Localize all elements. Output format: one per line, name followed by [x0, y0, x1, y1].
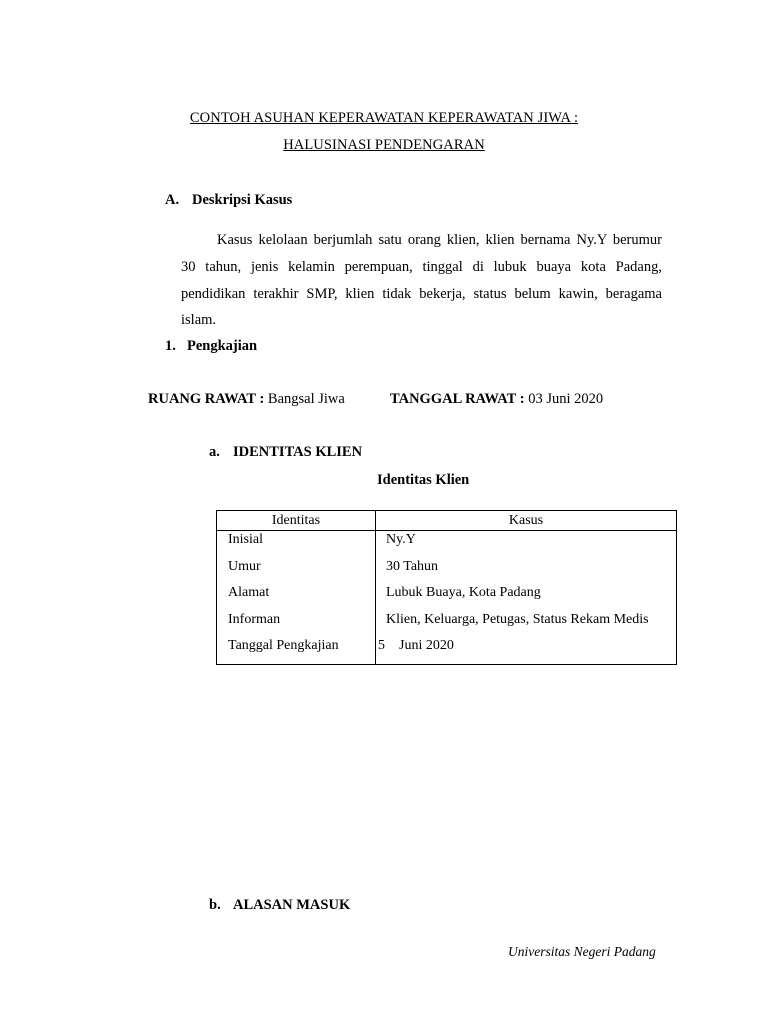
tanggal-rawat-line	[390, 391, 603, 408]
section-a-marker: A.	[165, 192, 180, 208]
paragraph-line: Kasus kelolaan berjumlah satu orang klien, klien bernama Ny.Y berumur	[217, 232, 662, 248]
paragraph-line: islam.	[181, 312, 217, 328]
subsection-a-title: IDENTITAS KLIEN	[233, 444, 363, 460]
table-cell-label: Umur	[217, 558, 376, 585]
document-title-line-1: CONTOH ASUHAN KEPERAWATAN KEPERAWATAN JIWA :	[189, 110, 579, 126]
identity-table	[216, 510, 677, 665]
section-a-title: Deskripsi Kasus	[192, 192, 293, 208]
tanggal-rawat-value: 03 Juni 2020	[528, 391, 604, 407]
table-cell-value: Ny.Y	[376, 531, 677, 558]
paragraph-line: 30 tahun, jenis kelamin perempuan, tinggal di lubuk buaya kota Padang,	[181, 259, 662, 275]
table-cell-value: Lubuk Buaya, Kota Padang	[376, 584, 677, 611]
table-caption: Identitas Klien	[377, 472, 470, 488]
subsection-b-title: ALASAN MASUK	[233, 897, 351, 913]
ruang-rawat-label: RUANG RAWAT :	[148, 391, 265, 407]
paragraph-line: pendidikan terakhir SMP, klien tidak bekerja, status belum kawin, beragama	[181, 286, 662, 302]
table-header-identitas: Identitas	[217, 511, 376, 531]
section-1-marker: 1.	[165, 338, 176, 354]
table-cell-value: 30 Tahun	[376, 558, 677, 585]
table-row	[217, 611, 677, 638]
table-cell-label: Inisial	[217, 531, 376, 558]
table-row	[217, 637, 677, 665]
table-header-row	[217, 511, 677, 531]
section-1-title: Pengkajian	[187, 338, 258, 354]
table-cell-label: Alamat	[217, 584, 376, 611]
table-cell-value: Klien, Keluarga, Petugas, Status Rekam Medis	[376, 611, 677, 638]
table-row	[217, 531, 677, 558]
table-row	[217, 558, 677, 585]
table-cell-label: Tanggal Pengkajian	[217, 637, 376, 665]
subsection-a-marker: a.	[209, 444, 220, 460]
ruang-rawat-line	[148, 391, 345, 408]
tanggal-rawat-label: TANGGAL RAWAT :	[390, 391, 525, 407]
ruang-rawat-value: Bangsal Jiwa	[267, 391, 345, 407]
table-cell-label: Informan	[217, 611, 376, 638]
table-row	[217, 584, 677, 611]
page-footer: Universitas Negeri Padang	[508, 944, 656, 959]
table-header-kasus: Kasus	[376, 511, 677, 531]
table-cell-value: 5 Juni 2020	[376, 637, 677, 665]
document-title-line-2: HALUSINASI PENDENGARAN	[283, 137, 485, 153]
subsection-b-marker: b.	[209, 897, 221, 913]
